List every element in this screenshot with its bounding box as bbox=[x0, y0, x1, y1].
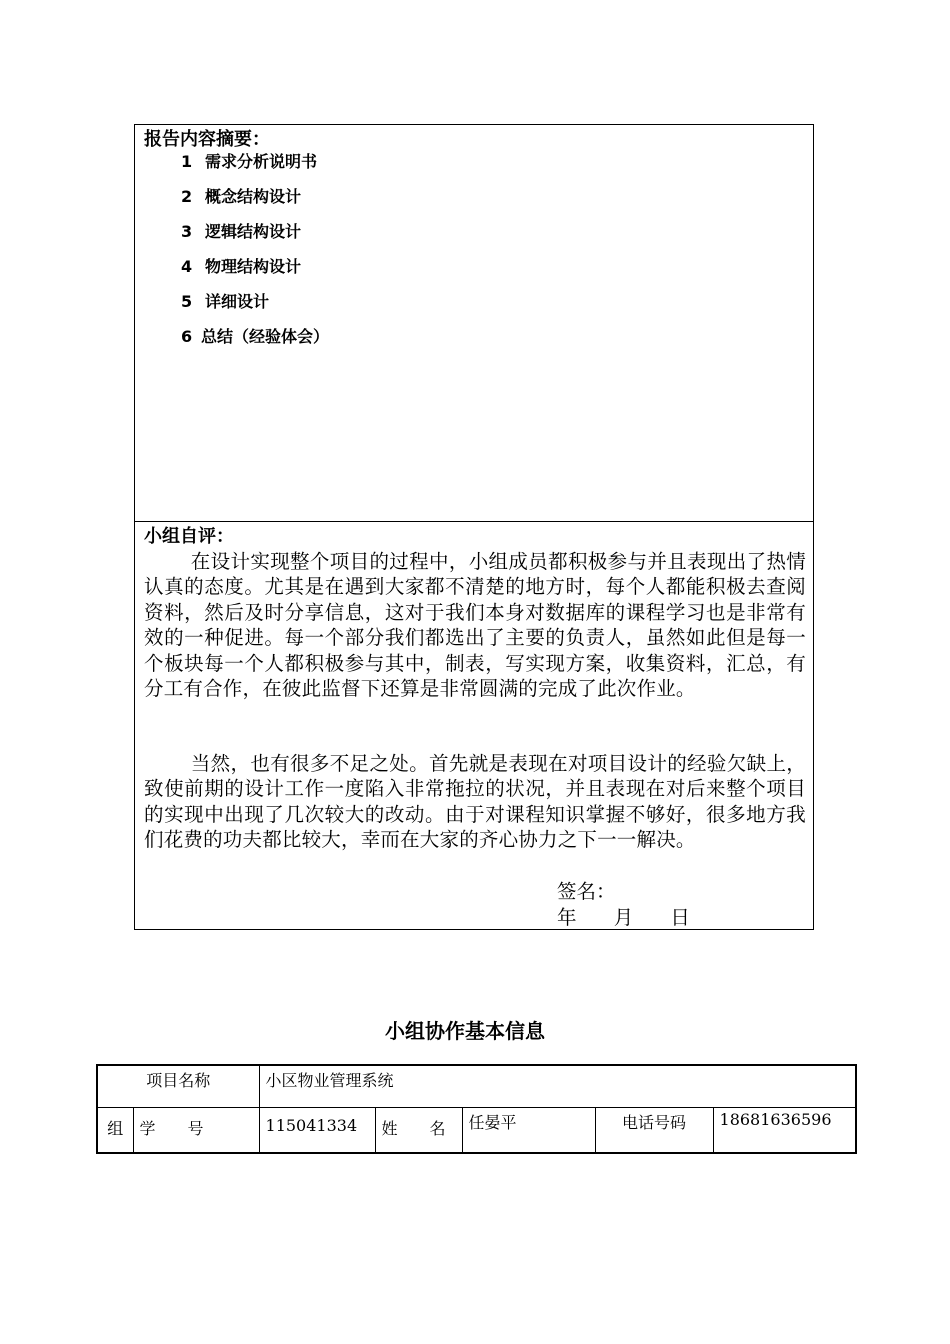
item-label: 详细设计 bbox=[205, 292, 270, 311]
item-label: 总结（经验体会） bbox=[201, 327, 330, 346]
item-number: 3 bbox=[181, 222, 193, 241]
item-label: 需求分析说明书 bbox=[205, 152, 318, 171]
item-number: 6 bbox=[181, 327, 193, 346]
phone-label: 电话号码 bbox=[595, 1108, 713, 1154]
self-review-box bbox=[134, 521, 814, 930]
review-paragraph: 在设计实现整个项目的过程中，小组成员都积极参与并且表现出了热情认真的态度。尤其是在遇到大家都不清楚的地方时，每个人都能积极去查阅资料，然后及时分享信息，这对于我们本身对数据库的课程学习也是非常有效的一种促进。每一个部分我们都选出了主要的负责人，虽然如此但是每一个板块每一个人都积极参与其中，制表，写实现方案，收集资料，汇总，有分工有合作，在彼此监督下还算是非常圆满的完成了此次作业。 bbox=[144, 550, 806, 701]
summary-heading: 报告内容摘要： bbox=[144, 129, 270, 150]
item-label: 概念结构设计 bbox=[205, 187, 302, 206]
group-info-table bbox=[96, 1064, 857, 1154]
report-summary-box bbox=[134, 124, 814, 522]
item-number: 1 bbox=[181, 152, 193, 171]
project-name-value: 小区物业管理系统 bbox=[259, 1065, 856, 1108]
name-label: 姓 名 bbox=[375, 1108, 462, 1154]
item-number: 4 bbox=[181, 257, 193, 276]
list-item bbox=[181, 220, 329, 255]
item-number: 2 bbox=[181, 187, 193, 206]
section-title: 小组协作基本信息 bbox=[385, 1019, 545, 1043]
list-item bbox=[181, 290, 329, 325]
table-row bbox=[97, 1065, 856, 1108]
review-paragraph: 当然，也有很多不足之处。首先就是表现在对项目设计的经验欠缺上，致使前期的设计工作一度陷入非常拖拉的状况，并且表现在对后来整个项目的实现中出现了几次较大的改动。由于对课程知识掌握不够好，很多地方我们花费的功夫都比较大，幸而在大家的齐心协力之下一一解决。 bbox=[144, 752, 806, 852]
project-name-label: 项目名称 bbox=[97, 1065, 259, 1108]
phone-value: 18681636596 bbox=[713, 1108, 856, 1154]
list-item bbox=[181, 185, 329, 220]
review-heading: 小组自评： bbox=[144, 526, 234, 547]
name-value: 任晏平 bbox=[462, 1108, 595, 1154]
item-label: 物理结构设计 bbox=[205, 257, 302, 276]
signature-label: 签名： bbox=[557, 880, 616, 903]
list-item bbox=[181, 325, 329, 360]
group-label: 组 bbox=[97, 1108, 133, 1154]
item-label: 逻辑结构设计 bbox=[205, 222, 302, 241]
summary-list bbox=[181, 150, 329, 360]
date-line: 年 月 日 bbox=[557, 906, 690, 929]
student-id-label: 学 号 bbox=[133, 1108, 259, 1154]
item-number: 5 bbox=[181, 292, 193, 311]
table-row bbox=[97, 1108, 856, 1154]
list-item bbox=[181, 150, 329, 185]
student-id-value: 115041334 bbox=[259, 1108, 375, 1154]
list-item bbox=[181, 255, 329, 290]
